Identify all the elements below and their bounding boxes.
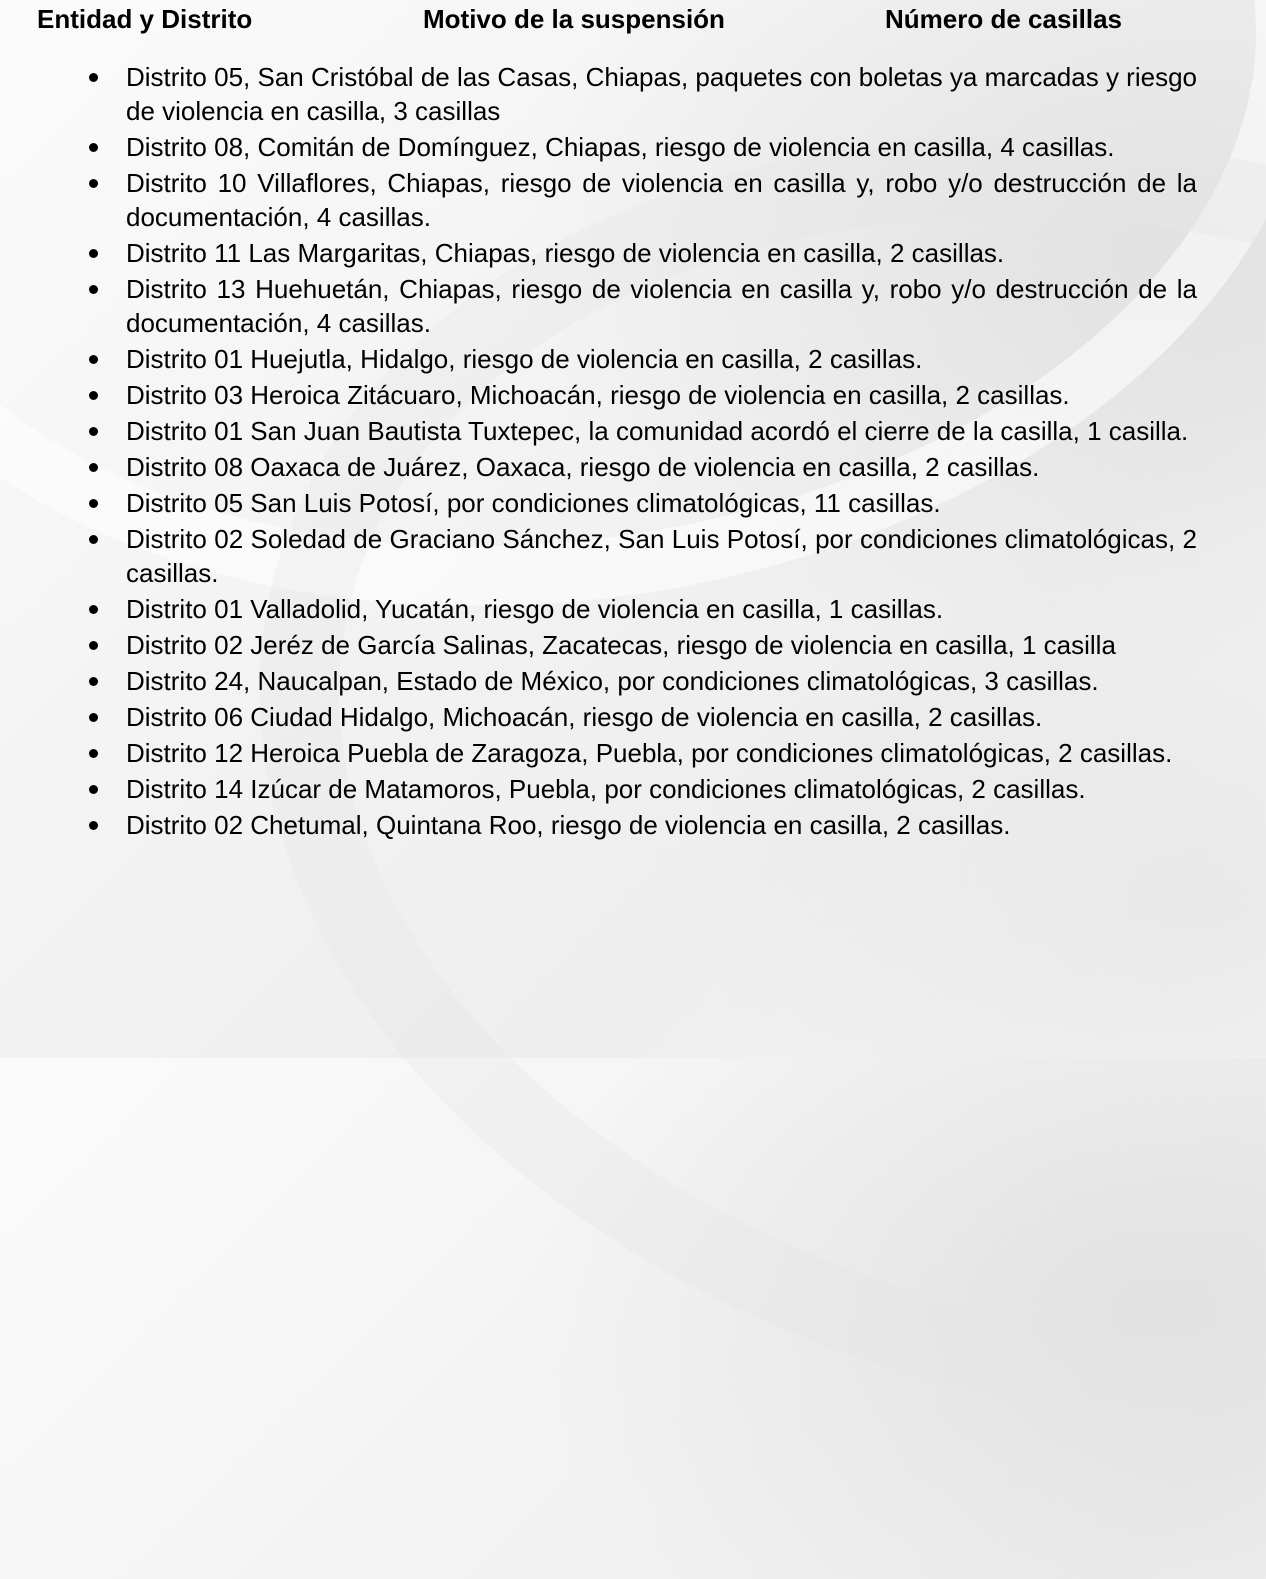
header-motivo-suspension: Motivo de la suspensión xyxy=(423,4,725,34)
list-item-text: Distrito 06 Ciudad Hidalgo, Michoacán, riesgo de violencia en casilla, 2 casillas. xyxy=(126,702,1043,732)
list-item xyxy=(126,166,1197,234)
list-item xyxy=(126,272,1197,340)
bullet-icon xyxy=(89,713,98,722)
bullet-icon xyxy=(89,179,98,188)
list-item-text: Distrito 05 San Luis Potosí, por condiciones climatológicas, 11 casillas. xyxy=(126,488,941,518)
bullet-icon xyxy=(89,677,98,686)
list-item-text: Distrito 02 Chetumal, Quintana Roo, riesgo de violencia en casilla, 2 casillas. xyxy=(126,810,1011,840)
list-item xyxy=(126,522,1197,590)
list-item-text: Distrito 01 San Juan Bautista Tuxtepec, la comunidad acordó el cierre de la casilla, 1 casilla. xyxy=(126,416,1189,446)
list-item xyxy=(126,378,1197,412)
bullet-icon xyxy=(89,249,98,258)
bullet-icon xyxy=(89,785,98,794)
list-item xyxy=(126,628,1197,662)
list-item-text: Distrito 01 Valladolid, Yucatán, riesgo de violencia en casilla, 1 casillas. xyxy=(126,594,944,624)
list-item xyxy=(126,808,1197,842)
bullet-icon xyxy=(89,605,98,614)
list-item xyxy=(126,60,1197,128)
bullet-icon xyxy=(89,463,98,472)
bullet-icon xyxy=(89,535,98,544)
list-item-text: Distrito 11 Las Margaritas, Chiapas, riesgo de violencia en casilla, 2 casillas. xyxy=(126,238,1005,268)
bullet-icon xyxy=(89,641,98,650)
bullet-icon xyxy=(89,499,98,508)
bullet-icon xyxy=(89,427,98,436)
list-item xyxy=(126,700,1197,734)
list-item-text: Distrito 01 Huejutla, Hidalgo, riesgo de violencia en casilla, 2 casillas. xyxy=(126,344,923,374)
list-item-text: Distrito 08 Oaxaca de Juárez, Oaxaca, riesgo de violencia en casilla, 2 casillas. xyxy=(126,452,1040,482)
list-item-text: Distrito 08, Comitán de Domínguez, Chiapas, riesgo de violencia en casilla, 4 casillas. xyxy=(126,132,1115,162)
bullet-icon xyxy=(89,143,98,152)
bullet-icon xyxy=(89,749,98,758)
list-item xyxy=(126,486,1197,520)
list-item xyxy=(126,736,1197,770)
bullet-icon xyxy=(89,285,98,294)
list-item xyxy=(126,450,1197,484)
list-item-text: Distrito 10 Villaflores, Chiapas, riesgo de violencia en casilla y, robo y/o destrucción de la documentación, 4 casillas. xyxy=(126,168,1197,232)
bullet-icon xyxy=(89,391,98,400)
list-item xyxy=(126,592,1197,626)
list-item xyxy=(126,236,1197,270)
list-item xyxy=(126,414,1197,448)
list-item-text: Distrito 03 Heroica Zitácuaro, Michoacán, riesgo de violencia en casilla, 2 casillas. xyxy=(126,380,1070,410)
list-item-text: Distrito 12 Heroica Puebla de Zaragoza, Puebla, por condiciones climatológicas, 2 casillas. xyxy=(126,738,1173,768)
list-item-text: Distrito 05, San Cristóbal de las Casas, Chiapas, paquetes con boletas ya marcadas y riesgo de violencia en casilla, 3 casillas xyxy=(126,62,1197,126)
list-item-text: Distrito 14 Izúcar de Matamoros, Puebla, por condiciones climatológicas, 2 casillas. xyxy=(126,774,1086,804)
list-item xyxy=(126,130,1197,164)
header-entidad-distrito: Entidad y Distrito xyxy=(37,4,253,34)
column-header-row xyxy=(0,4,1266,38)
bullet-icon xyxy=(89,73,98,82)
list-item-text: Distrito 02 Soledad de Graciano Sánchez, San Luis Potosí, por condiciones climatológicas, 2 casillas. xyxy=(126,524,1197,588)
list-item-text: Distrito 13 Huehuetán, Chiapas, riesgo de violencia en casilla y, robo y/o destrucción de la documentación, 4 casillas. xyxy=(126,274,1197,338)
suspension-list xyxy=(0,60,1266,844)
list-item xyxy=(126,772,1197,806)
header-numero-casillas: Número de casillas xyxy=(885,4,1122,34)
list-item-text: Distrito 24, Naucalpan, Estado de México, por condiciones climatológicas, 3 casillas. xyxy=(126,666,1099,696)
bullet-icon xyxy=(89,355,98,364)
list-item xyxy=(126,664,1197,698)
list-item xyxy=(126,342,1197,376)
list-item-text: Distrito 02 Jeréz de García Salinas, Zacatecas, riesgo de violencia en casilla, 1 casilla xyxy=(126,630,1116,660)
bullet-icon xyxy=(89,821,98,830)
